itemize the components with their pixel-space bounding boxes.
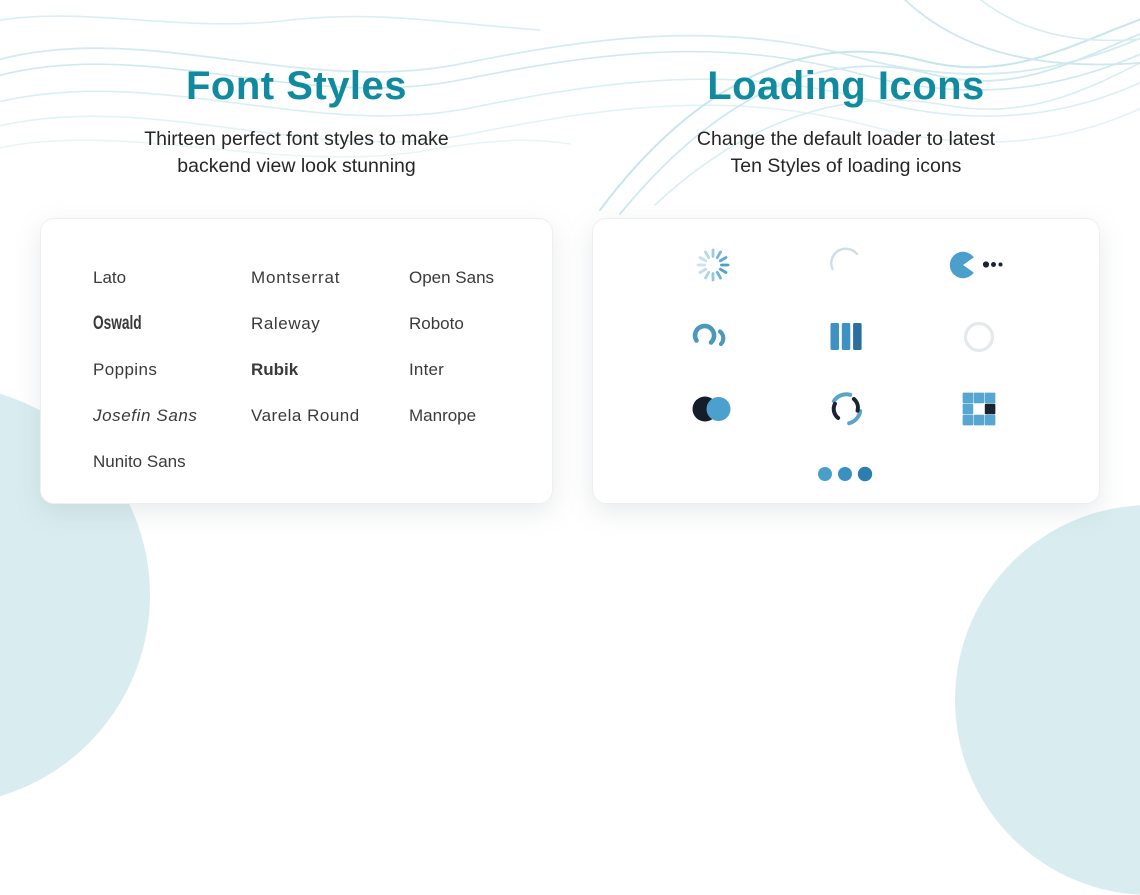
font-styles-subtitle-line1: Thirteen perfect font styles to make — [144, 128, 449, 150]
loader-cube-grid-icon — [912, 373, 1045, 445]
font-sample-roboto: Roboto — [409, 314, 464, 333]
font-styles-subtitle — [40, 126, 553, 180]
loader-ball-duo-icon — [647, 373, 780, 445]
font-sample-open-sans: Open Sans — [409, 268, 495, 287]
loader-three-dots-icon — [593, 445, 1099, 503]
font-sample-nunito-sans: Nunito Sans — [93, 452, 186, 471]
font-sample-raleway: Raleway — [251, 314, 321, 333]
loader-spinner-ticks-icon — [647, 229, 780, 301]
font-styles-subtitle-line2: backend view look stunning — [177, 155, 416, 177]
font-sample-oswald: Oswald — [93, 313, 142, 334]
font-styles-card — [40, 218, 553, 504]
loader-grid — [593, 219, 1099, 445]
font-sample-lato: Lato — [93, 268, 127, 287]
font-sample-montserrat: Montserrat — [251, 268, 341, 287]
loader-arc-icon — [780, 229, 913, 301]
font-sample-poppins: Poppins — [93, 360, 158, 379]
loading-icons-title: Loading Icons — [707, 64, 985, 108]
font-sample-manrope: Manrope — [409, 406, 477, 425]
font-sample-inter: Inter — [409, 360, 445, 379]
loader-broken-ring-icon — [780, 373, 913, 445]
loading-icons-card — [592, 218, 1100, 504]
font-sample-josefin-sans: Josefin Sans — [93, 406, 198, 425]
loader-dual-crescent-icon — [647, 301, 780, 373]
loading-icons-subtitle-line2: Ten Styles of loading icons — [730, 155, 962, 177]
loading-icons-section — [592, 0, 1100, 504]
loading-icons-subtitle — [592, 126, 1100, 180]
loader-pacman-icon — [912, 229, 1045, 301]
font-grid — [41, 219, 552, 485]
font-sample-rubik: Rubik — [251, 360, 299, 379]
decorative-circle-right — [955, 505, 1140, 895]
font-styles-title: Font Styles — [185, 64, 408, 108]
loader-ring-icon — [912, 301, 1045, 373]
loading-icons-subtitle-line1: Change the default loader to latest — [696, 128, 996, 150]
font-sample-varela-round: Varela Round — [251, 406, 360, 425]
font-styles-section — [40, 0, 553, 504]
loader-bars-icon — [780, 301, 913, 373]
